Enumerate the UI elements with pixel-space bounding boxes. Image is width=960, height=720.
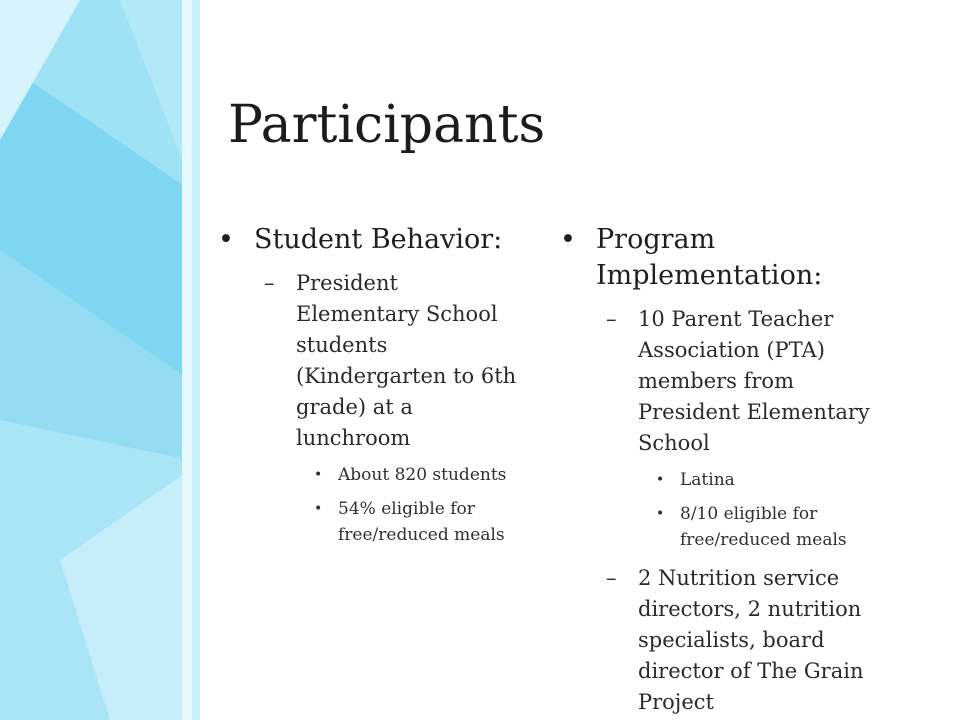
dash-icon: – [606,307,617,331]
right-bullet-item [560,467,900,493]
right-bullet-text: 8/10 eligible for free/reduced meals [680,504,847,550]
right-heading: Program Implementation: [596,224,823,291]
left-heading: Student Behavior: [254,224,503,255]
left-heading-item [218,222,518,258]
left-column [218,222,518,548]
left-bullet-item [218,496,518,548]
right-sub-text: 10 Parent Teacher Association (PTA) members from President Elementary School [638,307,870,455]
bullet-icon: • [656,472,665,488]
bullet-icon: • [656,506,665,522]
right-bullet-item [560,501,900,553]
bullet-icon: • [560,224,576,255]
bullet-icon: • [218,224,234,255]
decorative-background [0,0,200,720]
dash-icon: – [264,271,275,295]
right-column [560,222,900,718]
left-bullet-text: 54% eligible for free/reduced meals [338,499,505,545]
right-sub-item [560,563,900,718]
left-sub-item [218,268,518,454]
right-heading-item [560,222,900,294]
right-sub-item [560,304,900,459]
left-sub-text: President Elementary School students (Kindergarten to 6th grade) at a lunchroom [296,271,517,450]
left-bullet-item [218,462,518,488]
left-bullet-text: About 820 students [338,465,507,485]
right-sub-text: 2 Nutrition service directors, 2 nutrition specialists, board director of The Grain Project [638,566,864,714]
dash-icon: – [606,566,617,590]
right-bullet-text: Latina [680,470,735,490]
slide-title: Participants [228,95,546,155]
bullet-icon: • [314,501,323,517]
bullet-icon: • [314,467,323,483]
